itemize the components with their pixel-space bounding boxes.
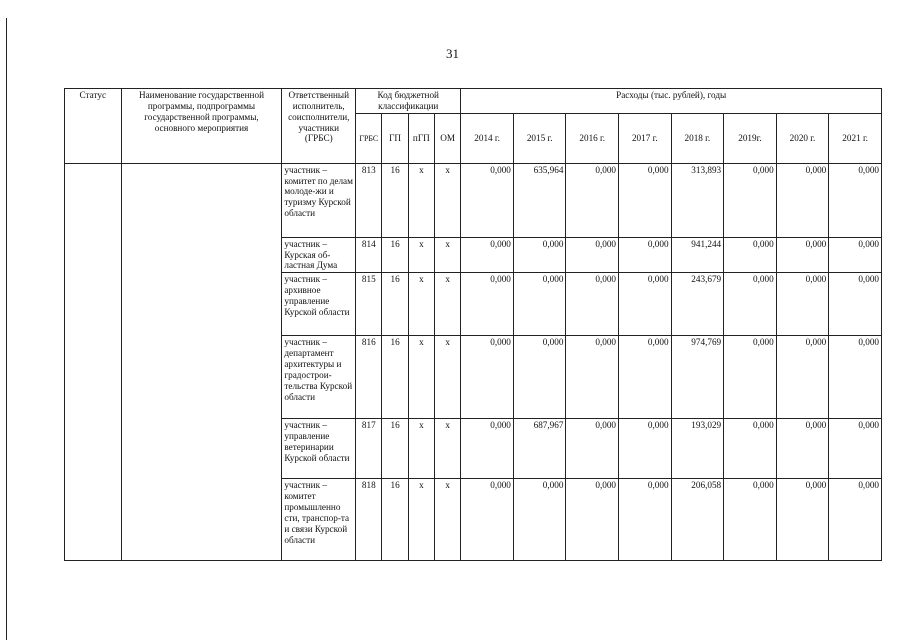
table-row	[65, 163, 882, 237]
pgp-cell: x	[408, 336, 434, 419]
om-cell: x	[435, 419, 461, 479]
grbs-cell: 817	[356, 419, 382, 479]
participant-cell: участник – Курская об-ластная Дума	[282, 237, 356, 273]
expense-value-cell: 0,000	[566, 336, 619, 419]
pgp-cell: x	[408, 479, 434, 561]
expense-value-cell: 0,000	[724, 479, 777, 561]
header-expenses: Расходы (тыс. рублей), годы	[461, 89, 882, 114]
expense-value-cell: 0,000	[566, 419, 619, 479]
expense-value-cell: 0,000	[513, 336, 566, 419]
header-budget-code: Код бюджетной классификации	[356, 89, 461, 114]
gp-cell: 16	[382, 479, 408, 561]
grbs-cell: 818	[356, 479, 382, 561]
participant-cell: участник – архивное управление Курской области	[282, 273, 356, 336]
expense-value-cell: 0,000	[829, 237, 882, 273]
expense-value-cell: 0,000	[619, 163, 672, 237]
header-year-2015: 2015 г.	[513, 113, 566, 163]
expense-value-cell: 0,000	[776, 336, 829, 419]
grbs-cell: 814	[356, 237, 382, 273]
expense-value-cell: 0,000	[619, 419, 672, 479]
pgp-cell: x	[408, 237, 434, 273]
header-year-2017: 2017 г.	[619, 113, 672, 163]
grbs-cell: 813	[356, 163, 382, 237]
expense-value-cell: 193,029	[671, 419, 724, 479]
status-cell	[65, 163, 122, 561]
expense-value-cell: 0,000	[619, 237, 672, 273]
expense-value-cell: 0,000	[619, 479, 672, 561]
expense-value-cell: 0,000	[829, 163, 882, 237]
header-grbs: ГРБС	[356, 113, 382, 163]
expense-value-cell: 0,000	[724, 163, 777, 237]
om-cell: x	[435, 336, 461, 419]
header-year-2020: 2020 г.	[776, 113, 829, 163]
expense-value-cell: 0,000	[566, 273, 619, 336]
expense-value-cell: 0,000	[829, 273, 882, 336]
expense-value-cell: 206,058	[671, 479, 724, 561]
page-edge-line	[6, 18, 7, 640]
expense-value-cell: 243,679	[671, 273, 724, 336]
gp-cell: 16	[382, 163, 408, 237]
om-cell: x	[435, 237, 461, 273]
expense-value-cell: 0,000	[461, 273, 514, 336]
expense-value-cell: 974,769	[671, 336, 724, 419]
header-status: Статус	[65, 89, 122, 164]
header-year-2019: 2019г.	[724, 113, 777, 163]
expense-value-cell: 0,000	[724, 336, 777, 419]
om-cell: x	[435, 163, 461, 237]
expense-value-cell: 941,244	[671, 237, 724, 273]
expense-value-cell: 0,000	[461, 479, 514, 561]
header-program-name: Наименование государственной программы, подпрограммы государственной программы, основного мероприятия	[121, 89, 282, 164]
header-om: ОМ	[435, 113, 461, 163]
expense-value-cell: 0,000	[776, 237, 829, 273]
header-year-2014: 2014 г.	[461, 113, 514, 163]
expense-value-cell: 0,000	[776, 479, 829, 561]
om-cell: x	[435, 273, 461, 336]
header-year-2018: 2018 г.	[671, 113, 724, 163]
expense-value-cell: 0,000	[566, 163, 619, 237]
gp-cell: 16	[382, 336, 408, 419]
expense-value-cell: 687,967	[513, 419, 566, 479]
expense-value-cell: 0,000	[776, 419, 829, 479]
expense-value-cell: 0,000	[724, 273, 777, 336]
header-responsible: Ответственный исполнитель, соисполнители, участники (ГРБС)	[282, 89, 356, 164]
participant-cell: участник – управление ветеринарии Курской области	[282, 419, 356, 479]
page-number: 31	[446, 46, 459, 61]
expense-value-cell: 0,000	[461, 237, 514, 273]
expense-value-cell: 0,000	[566, 479, 619, 561]
header-year-2016: 2016 г.	[566, 113, 619, 163]
expense-value-cell: 0,000	[829, 336, 882, 419]
header-year-2021: 2021 г.	[829, 113, 882, 163]
pgp-cell: x	[408, 273, 434, 336]
expense-value-cell: 0,000	[619, 336, 672, 419]
expense-value-cell: 0,000	[829, 479, 882, 561]
header-gp: ГП	[382, 113, 408, 163]
gp-cell: 16	[382, 419, 408, 479]
expense-value-cell: 0,000	[566, 237, 619, 273]
pgp-cell: x	[408, 419, 434, 479]
expense-value-cell: 0,000	[829, 419, 882, 479]
expense-value-cell: 0,000	[461, 419, 514, 479]
program-name-cell	[121, 163, 282, 561]
expense-value-cell: 0,000	[513, 479, 566, 561]
expense-value-cell: 0,000	[776, 163, 829, 237]
expense-value-cell: 0,000	[724, 419, 777, 479]
expense-value-cell: 0,000	[776, 273, 829, 336]
gp-cell: 16	[382, 237, 408, 273]
participant-cell: участник – комитет промышленно сти, транспор-та и связи Курской области	[282, 479, 356, 561]
expense-value-cell: 0,000	[461, 336, 514, 419]
expense-value-cell: 0,000	[724, 237, 777, 273]
budget-table	[64, 88, 882, 561]
grbs-cell: 816	[356, 336, 382, 419]
participant-cell: участник – комитет по делам молоде-жи и туризму Курской области	[282, 163, 356, 237]
expense-value-cell: 0,000	[461, 163, 514, 237]
expense-value-cell: 0,000	[513, 237, 566, 273]
header-pgp: пГП	[408, 113, 434, 163]
participant-cell: участник – департамент архитектуры и градострои-тельства Курской области	[282, 336, 356, 419]
grbs-cell: 815	[356, 273, 382, 336]
expense-value-cell: 0,000	[619, 273, 672, 336]
om-cell: x	[435, 479, 461, 561]
expense-value-cell: 313,893	[671, 163, 724, 237]
pgp-cell: x	[408, 163, 434, 237]
expense-value-cell: 0,000	[513, 273, 566, 336]
gp-cell: 16	[382, 273, 408, 336]
expense-value-cell: 635,964	[513, 163, 566, 237]
